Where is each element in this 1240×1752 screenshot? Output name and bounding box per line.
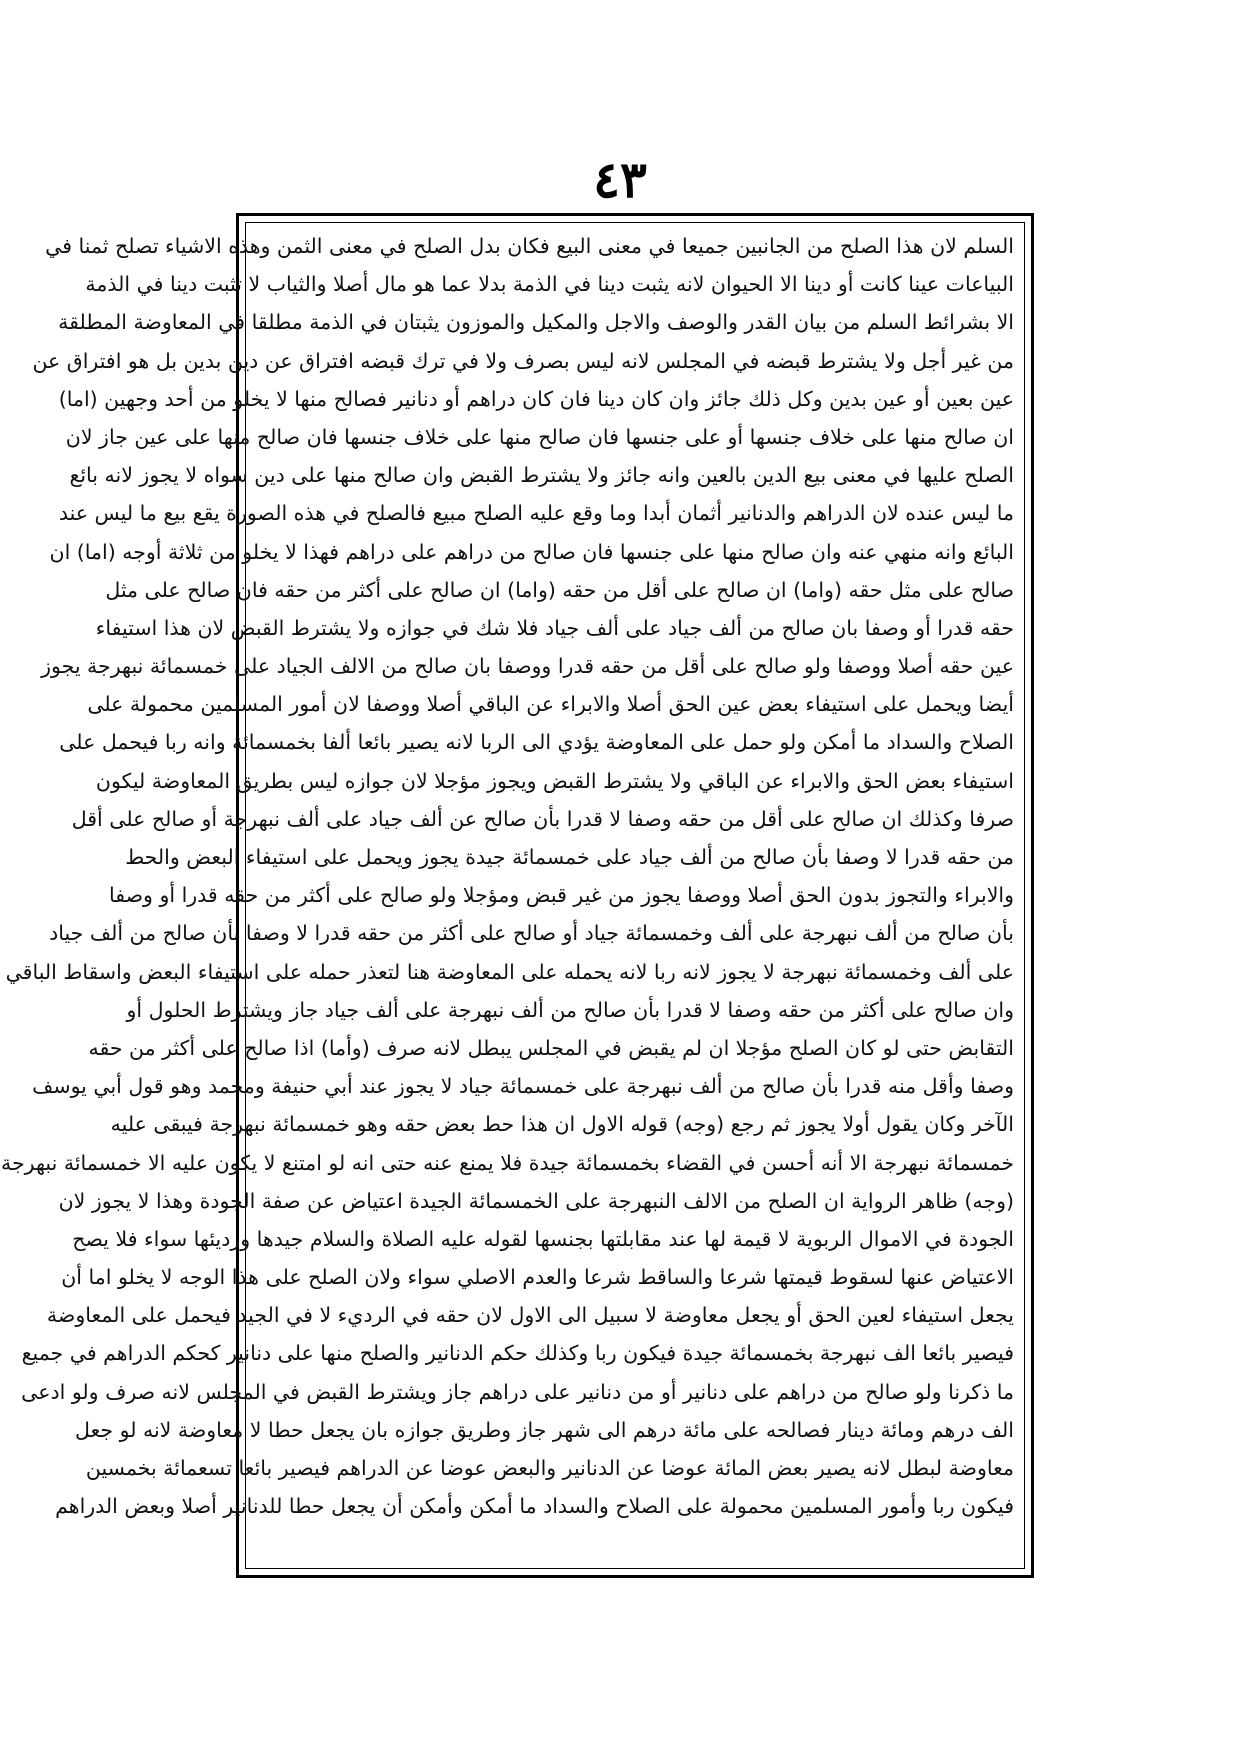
text-line: عين بعين أو عين بدين وكل ذلك جائز وان كان دينا فان كان دراهم أو دنانير فصالح منها لا يخلو من أحد وجهين (اما) <box>58 386 1014 411</box>
text-line: فيكون ربا وأمور المسلمين محمولة على الصلاح والسداد ما أمكن وأمكن أن يجعل حطا للدنانير أصلا وبعض الدراهم <box>55 1494 1014 1519</box>
text-line: (وجه) ظاهر الرواية ان الصلح من الالف النبهرجة على الخمسمائة الجيدة اعتياض عن صفة الجودة وهذا لا يجوز لان <box>58 1188 1014 1213</box>
text-line: البياعات عينا كانت أو دينا الا الحيوان لانه يثبت دينا في الذمة بدلا عما هو مال أصلا والثياب لا تثبت دينا في الذمة <box>85 272 1014 297</box>
page-inner-border <box>1 222 1025 1569</box>
page-border <box>1 213 1034 1578</box>
text-line: فيصير بائعا الف نبهرجة بخمسمائة جيدة فيكون ربا وكذلك حكم الدنانير والصلح منها على دنانير كحكم الدراهم في جميع <box>21 1341 1014 1366</box>
text-line: الآخر وكان يقول أولا يجوز ثم رجع (وجه) قوله الاول ان هذا حط بعض حقه وهو خمسمائة نبهرجة فيبقى عليه <box>110 1112 1014 1137</box>
page-number: ٤٣ <box>593 150 647 209</box>
text-line: على ألف وخمسمائة نبهرجة لا يجوز لانه ربا لانه يحمله على المعاوضة هنا لتعذر حمله على استيفاء البعض واسقاط الباقي <box>5 959 1014 984</box>
text-line: بأن صالح من ألف نبهرجة على ألف وخمسمائة جياد أو صالح على أكثر من حقه قدرا لا وصفا بأن صالح من ألف جياد <box>49 921 1014 946</box>
text-line: الجودة في الاموال الربوية لا قيمة لها عند مقابلتها بجنسها لقوله عليه الصلاة والسلام جيدها ورديئها سواء فلا يصح <box>72 1226 1014 1251</box>
text-line: وصفا وأقل منه قدرا بأن صالح من ألف نبهرجة على خمسمائة جياد لا يجوز عند أبي حنيفة ومحمد وهو قول أبي يوسف <box>32 1074 1014 1099</box>
text-line: السلم لان هذا الصلح من الجانبين جميعا في معنى البيع فكان بدل الصلح في معنى الثمن وهذه الاشياء تصلح ثمنا في <box>45 234 1014 258</box>
text-line: صرفا وكذلك ان صالح على أقل من حقه وصفا لا قدرا بأن صالح عن ألف جياد على ألف نبهرجة أو صالح على أقل <box>71 806 1014 831</box>
text-line: التقابض حتى لو كان الصلح مؤجلا ان لم يقبض في المجلس يبطل لانه صرف (وأما) اذا صالح على أكثر من حقه <box>88 1035 1014 1060</box>
text-line: والابراء والتجوز بدون الحق أصلا ووصفا يجوز من غير قبض ومؤجلا ولو صالح على أكثر من حقه قدرا أو وصفا <box>109 883 1014 908</box>
text-body <box>1 227 1014 1564</box>
text-line: ان صالح منها على خلاف جنسها أو على جنسها فان صالح منها على خلاف جنسها فان صالح منها على عين جاز لان <box>65 424 1014 449</box>
text-line: الاعتياض عنها لسقوط قيمتها شرعا والساقط شرعا والعدم الاصلي سواء ولان الصلح على هذا الوجه لا يخلو اما أن <box>61 1265 1014 1290</box>
text-line: البائع وانه منهي عنه وان صالح منها على جنسها فان صالح من دراهم على دراهم فهذا لا يخلو من ثلاثة أوجه (اما) ان <box>49 539 1014 564</box>
text-line: معاوضة لبطل لانه يصير بعض المائة عوضا عن الدنانير والبعض عوضا عن الدراهم فيصير بائعا تسعمائة بخمسين <box>85 1456 1014 1480</box>
text-line: وان صالح على أكثر من حقه وصفا لا قدرا بأن صالح من ألف نبهرجة على ألف جياد جاز ويشترط الحلول أو <box>126 997 1014 1022</box>
text-line: الصلاح والسداد ما أمكن ولو حمل على المعاوضة يؤدي الى الربا لانه يصير بائعا ألفا بخمسمائة وانه ربا فيحمل على <box>59 730 1014 755</box>
text-line: ما ليس عنده لان الدراهم والدنانير أثمان أبدا وما وقع عليه الصلح مبيع فالصلح في هذه الصورة يقع بيع ما ليس عند <box>58 501 1014 526</box>
text-line: أيضا ويحمل على استيفاء بعض عين الحق أصلا والابراء عن الباقي أصلا ووصفا لان أمور المسلمين محمولة على <box>87 692 1014 717</box>
text-line: من حقه قدرا لا وصفا بأن صالح من ألف جياد على خمسمائة جيدة يجوز ويحمل على استيفاء البعض والحط <box>125 845 1014 869</box>
text-line: استيفاء بعض الحق والابراء عن الباقي ولا يشترط القبض ويجوز مؤجلا لان جوازه ليس بطريق المعاوضة ليكون <box>95 768 1014 793</box>
text-line: يجعل استيفاء لعين الحق أو يجعل معاوضة لا سبيل الى الاول لان حقه في الرديء لا في الجيد فيحمل على المعاوضة <box>46 1303 1014 1328</box>
text-line: عين حقه أصلا ووصفا ولو صالح على أقل من حقه قدرا ووصفا بان صالح من الالف الجياد على خمسمائة نبهرجة يجوز <box>41 654 1014 679</box>
text-line: صالح على مثل حقه (واما) ان صالح على أقل من حقه (واما) ان صالح على أكثر من حقه فان صالح على مثل <box>105 577 1014 602</box>
text-line: حقه قدرا أو وصفا بان صالح من ألف جياد على ألف جياد فلا شك في جوازه ولا يشترط القبض لان هذا استيفاء <box>95 615 1014 640</box>
text-line: خمسمائة نبهرجة الا أنه أحسن في القضاء بخمسمائة جيدة فلا يمنع عنه حتى انه لو امتنع لا يكون عليه الا خمسمائة نبهرجة <box>1 1150 1014 1175</box>
text-line: من غير أجل ولا يشترط قبضه في المجلس لانه ليس بصرف ولا في ترك قبضه افتراق عن دين بدين بل هو افتراق عن <box>32 348 1014 373</box>
text-line: الف درهم ومائة دينار فصالحه على مائة درهم الى شهر جاز وطريق جوازه بان يجعل حطا لا معاوضة لانه لو جعل <box>75 1417 1014 1442</box>
text-line: الصلح عليها في معنى بيع الدين بالعين وانه جائز ولا يشترط القبض وان صالح منها على دين سواه لا يجوز لانه بائع <box>69 463 1014 488</box>
text-line: ما ذكرنا ولو صالح من دراهم على دنانير أو من دنانير على دراهم جاز ويشترط القبض في المجلس لانه صرف ولو ادعى <box>21 1379 1014 1404</box>
text-line: الا بشرائط السلم من بيان القدر والوصف والاجل والمكيل والموزون يثبتان في الذمة مطلقا في المعاوضة المطلقة <box>58 310 1014 335</box>
